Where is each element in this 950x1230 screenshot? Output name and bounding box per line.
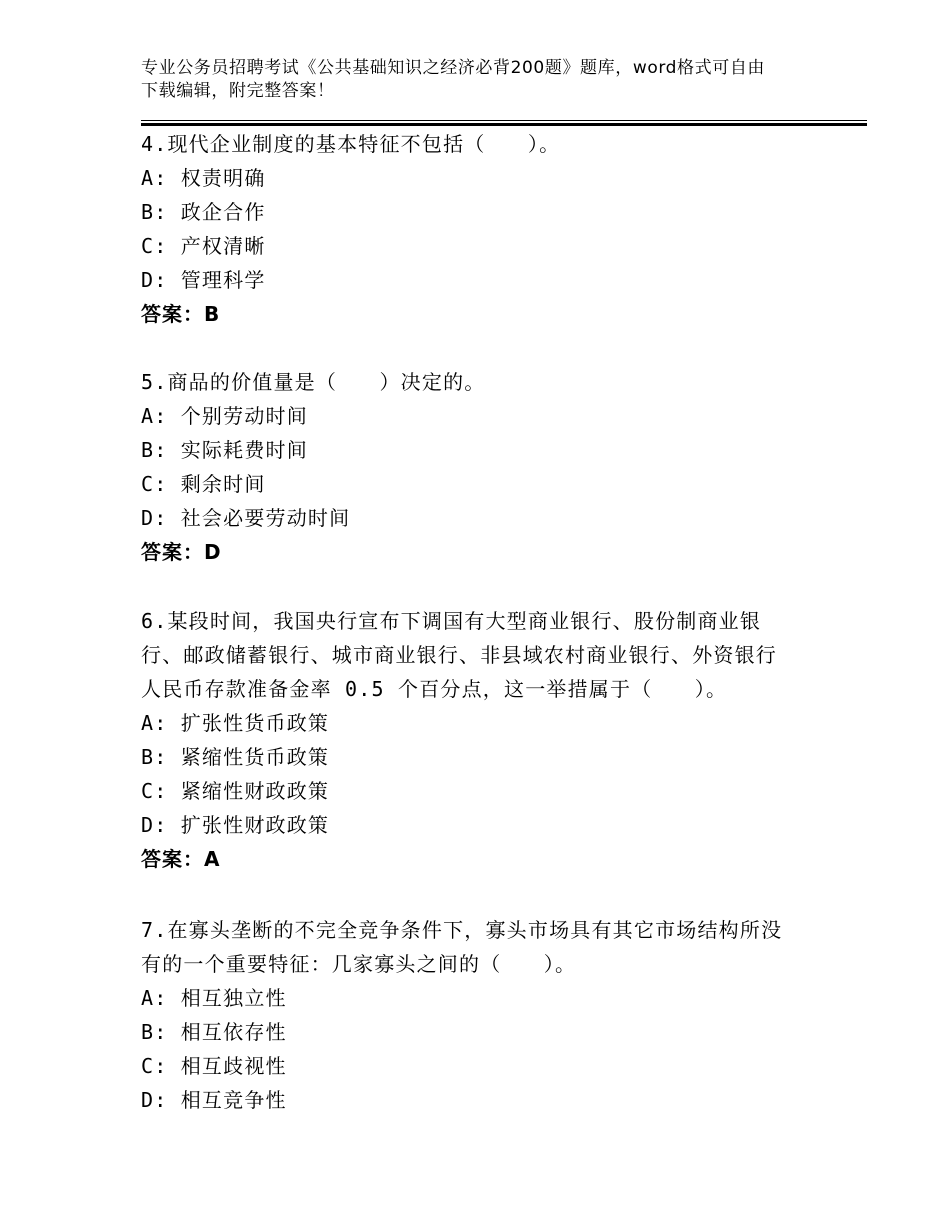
- option-b: B: 相互依存性: [141, 1020, 287, 1044]
- header-line-1: 专业公务员招聘考试《公共基础知识之经济必背200题》题库，word格式可自由: [141, 58, 766, 78]
- header-line-2: 下载编辑，附完整答案！: [141, 81, 335, 101]
- answer-text: 答案：D: [141, 540, 222, 564]
- answer-text: 答案：B: [141, 302, 221, 326]
- header-divider-thick: [141, 123, 867, 126]
- question-stem-line: 6.某段时间，我国央行宣布下调国有大型商业银行、股份制商业银: [141, 609, 762, 633]
- option-d: D: 扩张性财政政策: [141, 813, 330, 837]
- header-divider-thin: [141, 120, 867, 121]
- question-5: [141, 365, 811, 569]
- option-a: A: 相互独立性: [141, 986, 287, 1010]
- option-a: A: 个别劳动时间: [141, 404, 308, 428]
- option-d: D: 相互竞争性: [141, 1088, 287, 1112]
- option-c: C: 紧缩性财政政策: [141, 779, 330, 803]
- option-c: C: 相互歧视性: [141, 1054, 287, 1078]
- question-stem: 5.商品的价值量是（ ）决定的。: [141, 370, 486, 394]
- option-b: B: 政企合作: [141, 200, 266, 224]
- option-a: A: 权责明确: [141, 166, 266, 190]
- question-stem: 4.现代企业制度的基本特征不包括（ ）。: [141, 132, 561, 156]
- option-d: D: 管理科学: [141, 268, 266, 292]
- question-4: [141, 127, 811, 331]
- question-stem-line: 行、邮政储蓄银行、城市商业银行、非县域农村商业银行、外资银行: [141, 643, 777, 667]
- option-b: B: 实际耗费时间: [141, 438, 308, 462]
- question-stem-line: 人民币存款准备金率 0.5 个百分点，这一举措属于（ ）。: [141, 677, 728, 701]
- option-b: B: 紧缩性货币政策: [141, 745, 330, 769]
- option-d: D: 社会必要劳动时间: [141, 506, 351, 530]
- question-7: [141, 913, 811, 1117]
- question-stem-line: 7.在寡头垄断的不完全竞争条件下，寡头市场具有其它市场结构所没: [141, 918, 783, 942]
- option-c: C: 剩余时间: [141, 472, 266, 496]
- question-stem-line: 有的一个重要特征：几家寡头之间的（ ）。: [141, 952, 577, 976]
- option-a: A: 扩张性货币政策: [141, 711, 330, 735]
- option-c: C: 产权清晰: [141, 234, 266, 258]
- answer-text: 答案：A: [141, 847, 221, 871]
- question-6: [141, 604, 811, 876]
- document-header: [141, 57, 811, 103]
